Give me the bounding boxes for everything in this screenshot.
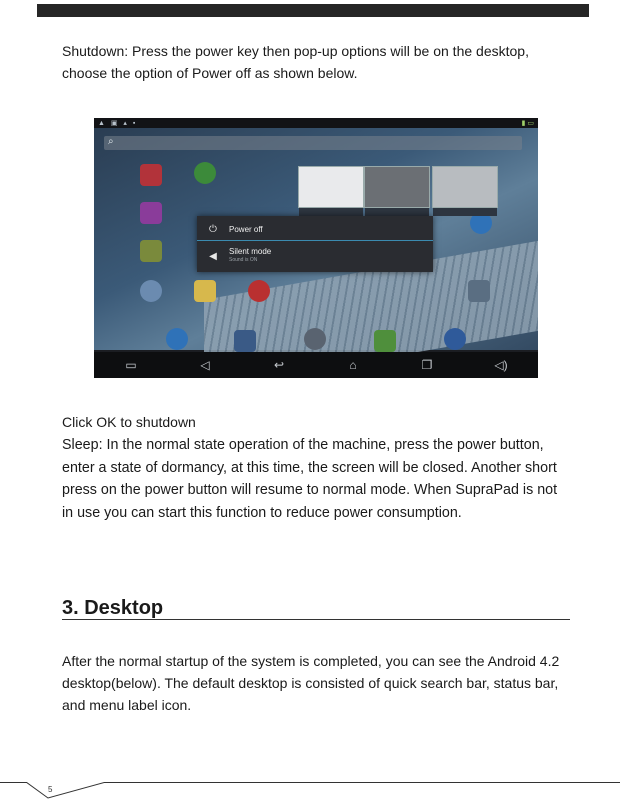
back-icon[interactable]: ↩ <box>273 358 285 372</box>
footer-tab <box>26 782 106 800</box>
recent-card <box>364 166 430 208</box>
dock-icon <box>374 330 396 352</box>
app-icon <box>140 164 162 186</box>
screenshot-icon[interactable]: ▭ <box>125 358 137 372</box>
page-number: 5 <box>48 785 53 794</box>
app-icon <box>140 202 162 224</box>
dock-icon <box>234 330 256 352</box>
dock-icon <box>444 328 466 350</box>
power-off-label: Power off <box>229 224 263 234</box>
android-screenshot <box>94 118 538 378</box>
dock-icon <box>166 328 188 350</box>
sleep-paragraph: Sleep: In the normal state operation of the machine, press the power button, enter a state of dormancy, at this time, the screen will be closed. Another short press on the power button will resume to normal mode. When SupraPad is not in use you can start this function to reduce power consumption. <box>62 437 558 521</box>
search-icon: ⌕ <box>108 136 114 147</box>
section-heading: 3. Desktop <box>62 597 164 619</box>
silent-mode-label: Silent mode <box>229 247 272 256</box>
desktop-paragraph: After the normal startup of the system is completed, you can see the Android 4.2 desktop(below). The default desktop is consisted of quick search bar, status bar, and menu label icon. <box>62 653 560 713</box>
recent-apps-icon[interactable]: ❐ <box>421 358 433 372</box>
status-icons-left: ▲ ▣ ▴ ▪ <box>98 120 138 127</box>
app-icon <box>140 280 162 302</box>
silent-mode-option[interactable] <box>197 242 433 270</box>
app-icon <box>248 280 270 302</box>
speaker-icon: ◀ <box>209 250 217 262</box>
app-icon <box>194 280 216 302</box>
power-icon: ⏻ <box>209 223 217 235</box>
app-icon <box>194 162 216 184</box>
power-off-option[interactable] <box>197 218 433 241</box>
click-ok-paragraph: Click OK to shutdown <box>62 414 196 430</box>
header-bar <box>37 4 589 17</box>
home-icon[interactable]: ⌂ <box>349 358 357 372</box>
volume-down-icon[interactable]: ◁ <box>200 358 210 372</box>
power-options-dialog <box>197 216 433 272</box>
heading-underline <box>62 619 570 620</box>
quick-search-bar <box>104 136 522 150</box>
silent-mode-sub: Sound is ON <box>229 257 258 263</box>
battery-icon: ▮ ▭ <box>521 120 534 127</box>
apps-drawer-icon <box>304 328 326 350</box>
volume-up-icon[interactable]: ◁) <box>494 358 508 372</box>
shutdown-paragraph: Shutdown: Press the power key then pop-up options will be on the desktop, choose the option of Power off as shown below. <box>62 43 529 81</box>
status-bar <box>94 118 538 128</box>
recent-card <box>432 166 498 208</box>
app-icon <box>140 240 162 262</box>
recent-card <box>298 166 364 208</box>
navigation-bar <box>94 352 538 378</box>
app-icon <box>468 280 490 302</box>
